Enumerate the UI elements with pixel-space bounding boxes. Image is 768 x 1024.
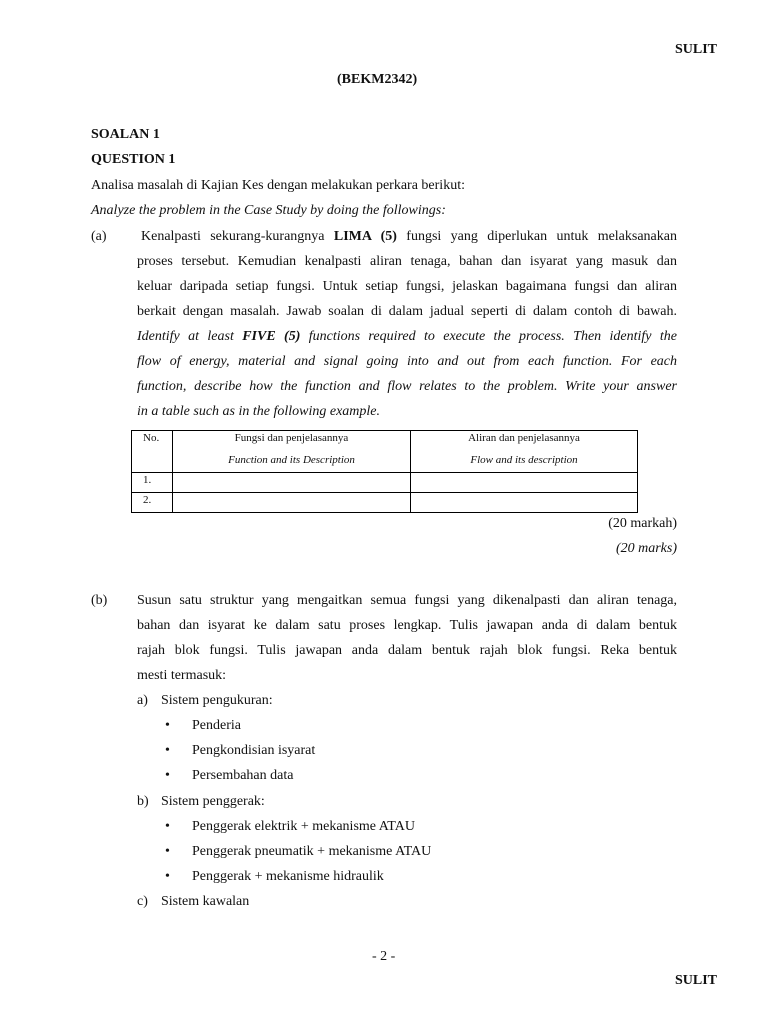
part-a-en-line-3: function, describe how the function and flow relates to the problem. Write your answer: [137, 379, 677, 394]
part-b-label: (b): [91, 593, 108, 608]
table-header-flow-my: Aliran dan penjelasannya: [468, 432, 580, 444]
table-row: [132, 493, 638, 513]
part-a-my-line-1: Kenalpasti sekurang-kurangnya LIMA (5) fungsi yang diperlukan untuk melaksanakan: [141, 229, 677, 244]
part-a-marks-en: (20 marks): [615, 541, 677, 556]
course-code: (BEKM2342): [337, 72, 418, 87]
part-a-marks-my: (20 markah): [608, 516, 677, 531]
list-item: • Penggerak pneumatik + mekanisme ATAU: [165, 844, 432, 859]
part-a-my-line-2: proses tersebut. Kemudian kenalpasti aliran tenaga, bahan dan isyarat yang masuk dan: [137, 254, 677, 269]
part-a-my-line-4: berkait dengan masalah. Jawab soalan di dalam jadual seperti di dalam contoh di bawah.: [137, 304, 677, 319]
list-item: • Penggerak elektrik + mekanisme ATAU: [165, 819, 415, 834]
table-cell: [173, 473, 411, 493]
table-row-number: 2.: [132, 493, 173, 513]
sulit-top-label: SULIT: [674, 42, 717, 57]
table-header-row: [132, 431, 638, 473]
page-number: - 2 -: [372, 949, 396, 964]
part-b-line-2: bahan dan isyarat ke dalam satu proses lengkap. Tulis jawapan anda di dalam bentuk: [137, 618, 677, 633]
table-row: [132, 473, 638, 493]
list-item: • Pengkondisian isyarat: [165, 743, 316, 758]
part-b-line-3: rajah blok fungsi. Tulis jawapan anda dalam bentuk rajah blok fungsi. Reka bentuk: [137, 643, 677, 658]
part-a-en-line-4: in a table such as in the following example.: [137, 404, 381, 419]
part-b-line-1: Susun satu struktur yang mengaitkan semua fungsi yang dikenalpasti dan aliran tenaga,: [137, 593, 677, 608]
sulit-bottom-label: SULIT: [674, 973, 717, 988]
list-item: • Penderia: [165, 718, 241, 733]
table-header-flow-en: Flow and its description: [470, 454, 578, 466]
table-row-number: 1.: [132, 473, 173, 493]
part-a-label: (a): [91, 229, 107, 244]
part-b-sub-c: c) Sistem kawalan: [137, 894, 250, 909]
table-cell: [411, 493, 638, 513]
part-a-en-line-1: Identify at least FIVE (5) functions required to execute the process. Then identify the: [137, 329, 677, 344]
part-b-sub-b: b) Sistem penggerak:: [137, 794, 265, 809]
table-header-function: [173, 431, 411, 473]
question-title-my: SOALAN 1: [91, 127, 160, 142]
question-intro-en: Analyze the problem in the Case Study by doing the followings:: [91, 203, 446, 218]
table-header-function-my: Fungsi dan penjelasannya: [234, 432, 349, 444]
table-cell: [173, 493, 411, 513]
table-header-function-en: Function and its Description: [228, 454, 355, 466]
part-b-sub-a: a) Sistem pengukuran:: [137, 693, 273, 708]
example-answer-table: [131, 430, 638, 513]
table-header-no: No.: [132, 431, 173, 473]
list-item: • Persembahan data: [165, 768, 294, 783]
part-a-en-line-2: flow of energy, material and signal going into and out from each function. For each: [137, 354, 677, 369]
question-title-en: QUESTION 1: [91, 152, 176, 167]
question-intro-my: Analisa masalah di Kajian Kes dengan melakukan perkara berikut:: [91, 178, 465, 193]
table-cell: [411, 473, 638, 493]
table-header-flow: [411, 431, 638, 473]
part-a-my-line-3: keluar daripada setiap fungsi. Untuk setiap fungsi, jelaskan bagaimana fungsi dan aliran: [137, 279, 677, 294]
list-item: • Penggerak + mekanisme hidraulik: [165, 869, 384, 884]
part-b-line-4: mesti termasuk:: [137, 668, 227, 683]
